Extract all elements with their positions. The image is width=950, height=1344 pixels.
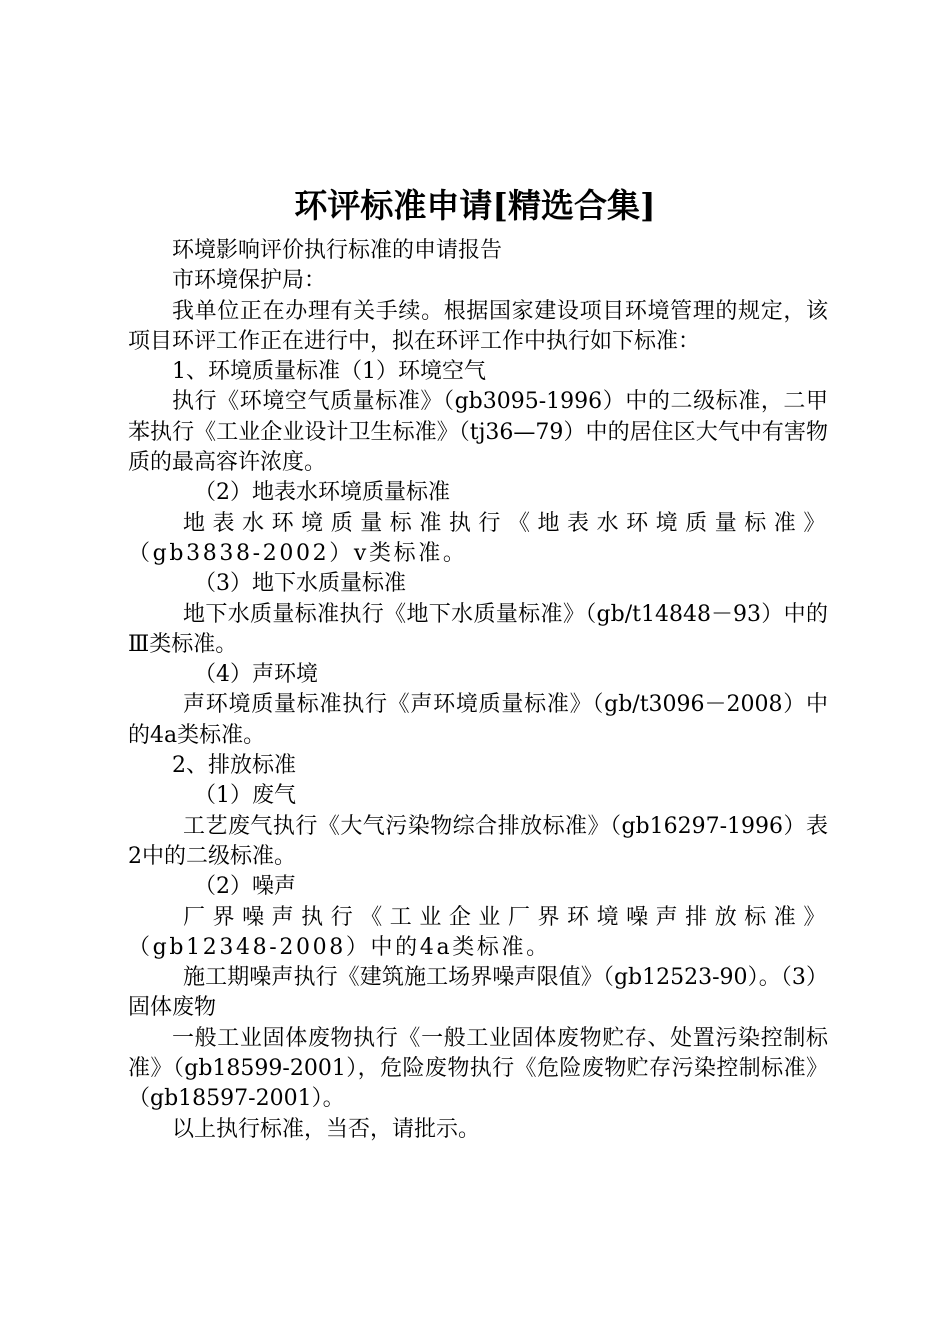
document-body <box>128 236 828 1145</box>
paragraph-construction-noise: 施工期噪声执行《建筑施工场界噪声限值》（gb12523-90）。（3）固体废物 <box>128 965 828 1021</box>
paragraph-surface-water: 地表水环境质量标准执行《地表水环境质量标准》（gb3838-2002）v类标准。 <box>128 510 828 566</box>
paragraph-sound: 声环境质量标准执行《声环境质量标准》（gb/t3096－2008）中的4a类标准。 <box>128 692 828 748</box>
section-heading-quality: 1、环境质量标准（1）环境空气 <box>172 359 486 385</box>
recipient-line: 市环境保护局： <box>172 268 327 294</box>
paragraph-solid-waste: 一般工业固体废物执行《一般工业固体废物贮存、处置污染控制标准》（gb18599-2001），危险废物执行《危险废物贮存污染控制标准》（gb18597-2001）。 <box>128 1025 828 1112</box>
paragraph-exhaust: 工艺废气执行《大气污染物综合排放标准》（gb16297-1996）表2中的二级标准。 <box>128 813 828 869</box>
subheading-sound: （4）声环境 <box>194 662 318 688</box>
subheading-surface-water: （2）地表水环境质量标准 <box>194 480 450 506</box>
paragraph-air-standard: 执行《环境空气质量标准》（gb3095-1996）中的二级标准，二甲苯执行《工业企业设计卫生标准》（tj36—79）中的居住区大气中有害物质的最高容许浓度。 <box>128 389 828 476</box>
paragraph-boundary-noise: 厂界噪声执行《工业企业厂界环境噪声排放标准》（gb12348-2008）中的4a类标准。 <box>128 904 828 960</box>
subheading-noise: （2）噪声 <box>194 874 296 900</box>
subheading-groundwater: （3）地下水质量标准 <box>194 571 406 597</box>
section-heading-emission: 2、排放标准 <box>172 753 296 779</box>
closing-line: 以上执行标准，当否，请批示。 <box>172 1116 481 1142</box>
paragraph-groundwater: 地下水质量标准执行《地下水质量标准》（gb/t14848－93）中的Ⅲ类标准。 <box>128 601 828 657</box>
document-title: 环评标准申请[精选合集] <box>294 186 656 225</box>
subheading-exhaust: （1）废气 <box>194 783 296 809</box>
intro-paragraph: 我单位正在办理有关手续。根据国家建设项目环境管理的规定，该项目环评工作正在进行中，拟在环评工作中执行如下标准： <box>128 298 828 354</box>
report-heading: 环境影响评价执行标准的申请报告 <box>172 238 503 263</box>
